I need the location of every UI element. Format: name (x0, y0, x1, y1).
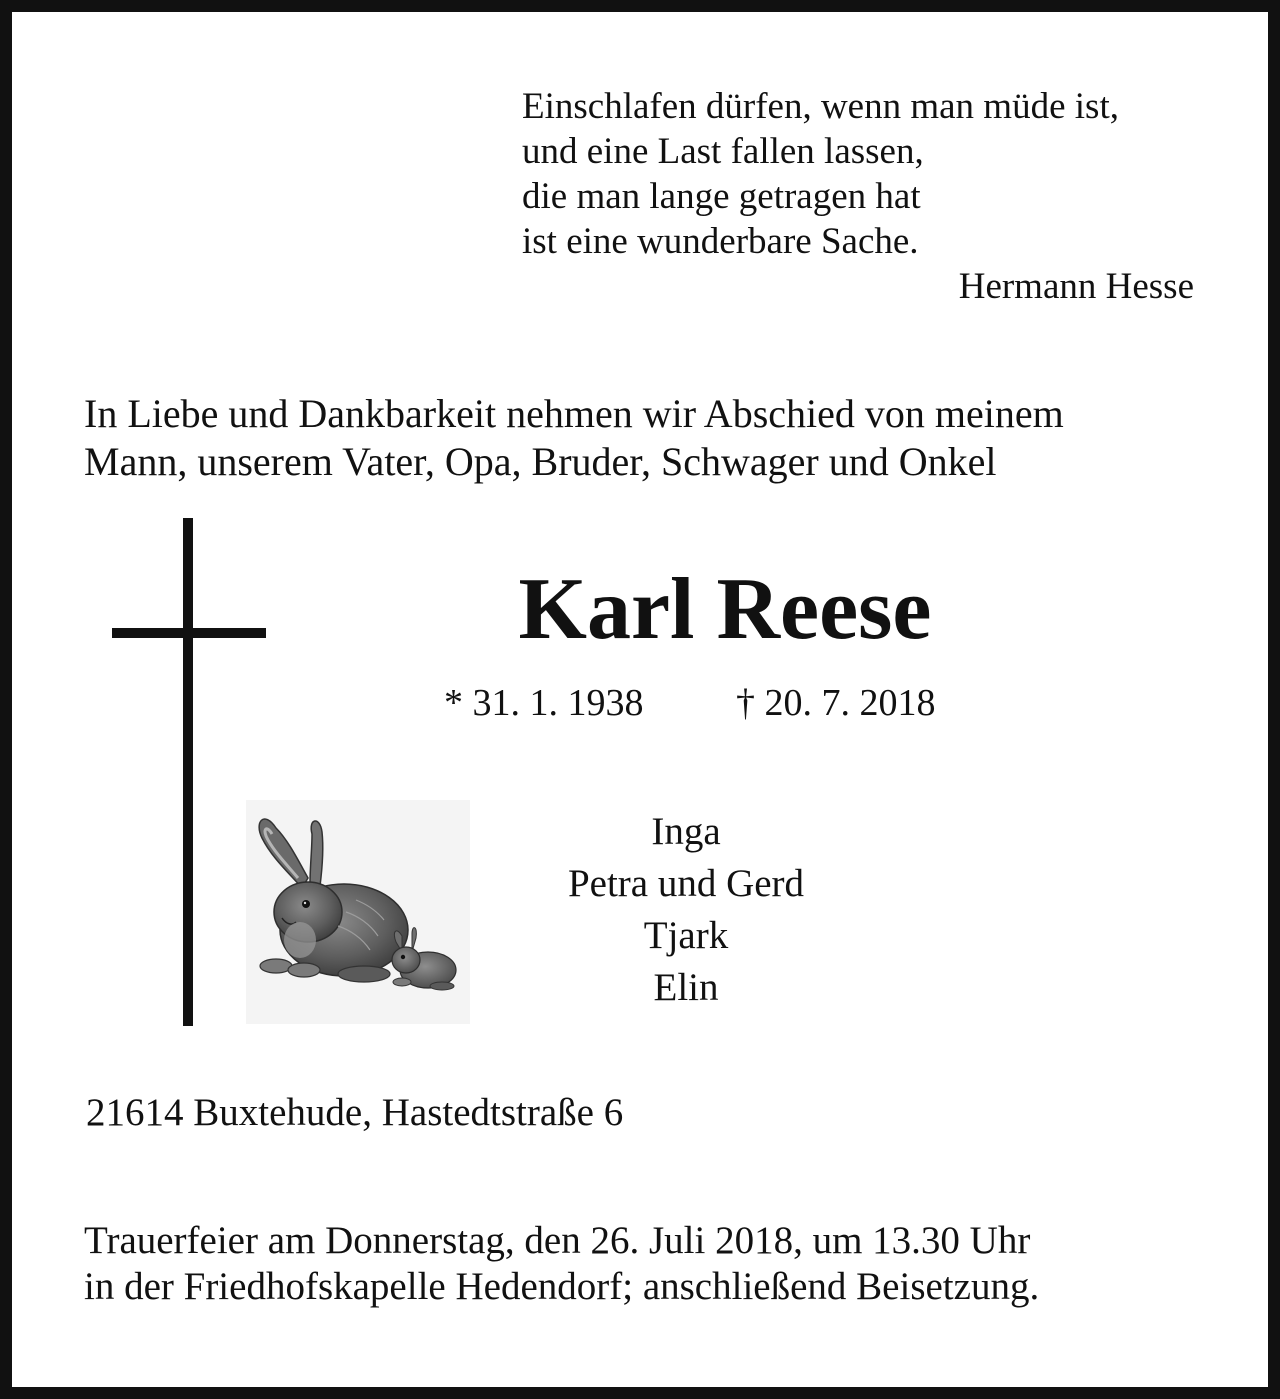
rabbit-drawing (246, 800, 470, 1024)
quote-line: und eine Last fallen lassen, (522, 131, 924, 172)
mourner-name: Tjark (643, 914, 729, 957)
intro-text (84, 390, 1204, 486)
mourner-name: Elin (653, 966, 719, 1009)
cross-vertical-bar (183, 518, 193, 1026)
intro-line: In Liebe und Dankbarkeit nehmen wir Abschied von meinem (84, 391, 1064, 436)
ceremony-line: in der Friedhofskapelle Hedendorf; anschließend Beisetzung. (84, 1265, 1040, 1308)
intro-line: Mann, unserem Vater, Opa, Bruder, Schwager und Onkel (84, 439, 997, 484)
deceased-name: Karl Reese (518, 561, 932, 658)
cross-icon (112, 518, 266, 1026)
rabbit-illustration-icon (246, 800, 470, 1024)
death-date: † 20. 7. 2018 (736, 682, 936, 724)
mourner-name: Inga (651, 810, 721, 853)
quote-line: die man lange getragen hat (522, 176, 921, 217)
ceremony-info (84, 1218, 1204, 1310)
cross-horizontal-bar (112, 628, 266, 638)
family-address: 21614 Buxtehude, Hastedtstraße 6 (86, 1091, 624, 1134)
ceremony-line: Trauerfeier am Donnerstag, den 26. Juli 2018, um 13.30 Uhr (84, 1219, 1031, 1262)
birth-date: * 31. 1. 1938 (444, 682, 644, 724)
quote (522, 84, 1202, 264)
quote-line: Einschlafen dürfen, wenn man müde ist, (522, 86, 1119, 127)
quote-author: Hermann Hesse (958, 266, 1194, 307)
mourner-name: Petra und Gerd (567, 862, 805, 905)
quote-line: ist eine wunderbare Sache. (522, 221, 919, 262)
mourners-list (486, 806, 886, 1014)
